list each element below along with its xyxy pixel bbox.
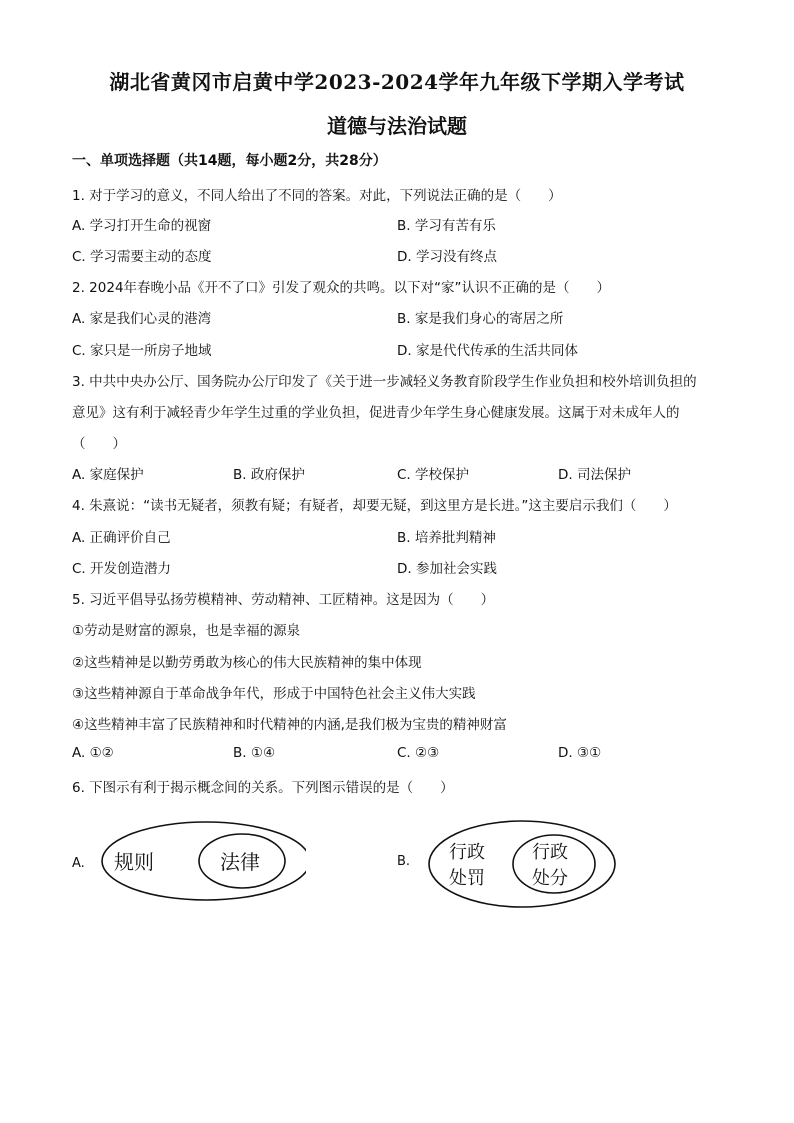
diagram-b-outer-ellipse	[429, 821, 615, 907]
exam-subtitle: 道德与法治试题	[327, 114, 467, 138]
q5-option-a: A. ①②	[72, 745, 114, 761]
question-2-stem: 2. 2024年春晚小品《开不了口》引发了观众的共鸣。以下对“家”认识不正确的是（ ）	[72, 280, 611, 296]
q3-option-b: B. 政府保护	[233, 467, 305, 483]
q2-option-b: B. 家是我们身心的寄居之所	[397, 311, 564, 327]
q5-statement-1: ①劳动是财富的源泉，也是幸福的源泉	[72, 623, 301, 639]
q4-option-b: B. 培养批判精神	[397, 530, 496, 546]
q5-option-c: C. ②③	[397, 745, 440, 761]
section-heading: 一、单项选择题（共14题，每小题2分，共28分）	[72, 153, 387, 169]
diagram-a-inner-label: 法律	[220, 850, 260, 874]
q3-option-c: C. 学校保护	[397, 467, 470, 483]
q5-statement-2: ②这些精神是以勤劳勇敢为核心的伟大民族精神的集中体现	[72, 655, 422, 671]
question-1-stem: 1. 对于学习的意义，不同人给出了不同的答案。对此，下列说法正确的是（ ）	[72, 188, 562, 204]
diagram-b-inner-label-line-1: 行政	[532, 842, 568, 863]
q4-option-c: C. 开发创造潜力	[72, 561, 172, 577]
q2-option-a: A. 家是我们心灵的港湾	[72, 311, 212, 327]
diagram-b-inner-label-line-2: 处分	[532, 868, 568, 889]
diagram-a	[66, 820, 306, 905]
q4-option-a: A. 正确评价自己	[72, 530, 171, 546]
q5-option-d: D. ③①	[558, 745, 602, 761]
q4-option-d: D. 参加社会实践	[397, 561, 497, 577]
question-6-stem: 6. 下图示有利于揭示概念间的关系。下列图示错误的是（ ）	[72, 780, 454, 796]
question-3-stem-line-1: 3. 中共中央办公厅、国务院办公厅印发了《关于进一步减轻义务教育阶段学生作业负担和校外培训负担的	[72, 374, 697, 390]
q1-option-a: A. 学习打开生命的视窗	[72, 218, 212, 234]
question-3-stem-line-2: 意见》这有利于减轻青少年学生过重的学业负担，促进青少年学生身心健康发展。这属于对未成年人的	[72, 405, 680, 421]
q1-option-d: D. 学习没有终点	[397, 249, 497, 265]
diagram-a-label: A.	[72, 856, 85, 871]
q5-statement-4: ④这些精神丰富了民族精神和时代精神的内涵,是我们极为宝贵的精神财富	[72, 717, 507, 733]
question-3-stem-line-3: （ ）	[72, 436, 126, 452]
q1-option-b: B. 学习有苦有乐	[397, 218, 496, 234]
q3-option-d: D. 司法保护	[558, 467, 631, 483]
q1-option-c: C. 学习需要主动的态度	[72, 249, 212, 265]
exam-title: 湖北省黄冈市启黄中学2023-2024学年九年级下学期入学考试	[109, 70, 685, 94]
diagram-b	[391, 818, 621, 911]
question-4-stem: 4. 朱熹说：“读书无疑者，须教有疑；有疑者，却要无疑，到这里方是长进。”这主要启示我们（ ）	[72, 498, 677, 514]
diagram-b-label: B.	[397, 854, 411, 869]
diagram-b-outer-label-line-2: 处罚	[449, 868, 485, 889]
q2-option-d: D. 家是代代传承的生活共同体	[397, 343, 578, 359]
diagram-a-outer-label: 规则	[114, 850, 154, 874]
question-5-stem: 5. 习近平倡导弘扬劳模精神、劳动精神、工匠精神。这是因为（ ）	[72, 592, 495, 608]
q5-statement-3: ③这些精神源自于革命战争年代，形成于中国特色社会主义伟大实践	[72, 686, 476, 702]
diagram-b-outer-label-line-1: 行政	[449, 842, 485, 863]
q2-option-c: C. 家只是一所房子地域	[72, 343, 212, 359]
q3-option-a: A. 家庭保护	[72, 467, 144, 483]
q5-option-b: B. ①④	[233, 745, 276, 761]
